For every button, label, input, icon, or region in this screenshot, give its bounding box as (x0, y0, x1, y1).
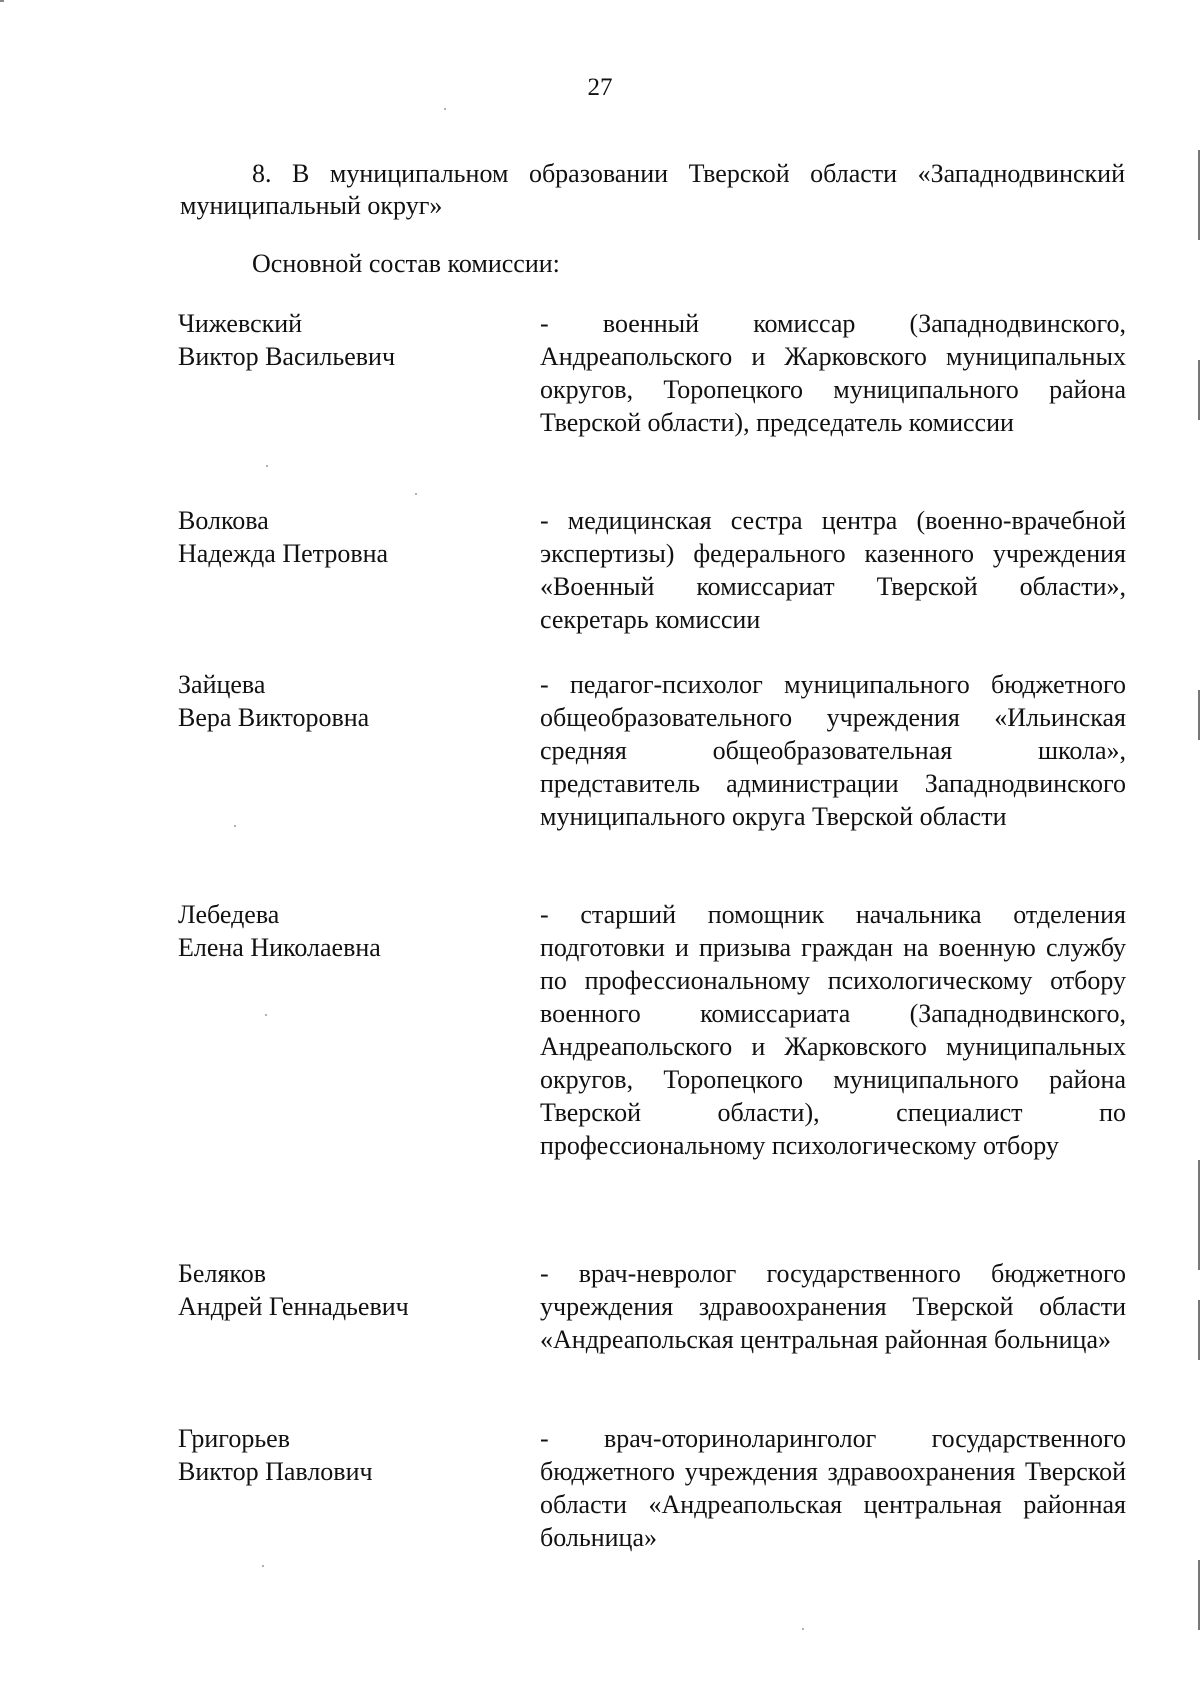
member-role: - врач-невролог государственного бюджетного учреждения здравоохранения Тверской области «Андреапольская центральная районная больница» (540, 1259, 1126, 1354)
member-given-names: Надежда Петровна (178, 539, 389, 568)
member-surname: Григорьев (178, 1424, 290, 1453)
member-surname: Лебедева (178, 900, 280, 929)
member-surname: Зайцева (178, 670, 266, 699)
section-heading: 8. В муниципальном образовании Тверской области «Западнодвинский муниципальный округ» (180, 159, 1125, 220)
member-name (178, 504, 508, 570)
page-number: 27 (587, 74, 613, 101)
member-role: - медицинская сестра центра (военно-врачебной экспертизы) федерального казенного учреждения «Военный комиссариат Тверской области», секретарь комиссии (540, 506, 1126, 634)
member-given-names: Виктор Васильевич (178, 342, 396, 371)
scan-speck (234, 825, 236, 827)
scan-speck (262, 1565, 264, 1567)
scan-edge-mark (0, 0, 4, 2)
member-name (178, 307, 508, 373)
scan-speck (444, 108, 446, 110)
member-surname: Чижевский (178, 309, 303, 338)
member-name (178, 1257, 508, 1323)
member-given-names: Елена Николаевна (178, 933, 381, 962)
member-role: - военный комиссар (Западнодвинского, Андреапольского и Жарковского муниципальных округов, Торопецкого муниципального района Тверской области), председатель комиссии (540, 309, 1126, 437)
scan-speck (415, 493, 417, 495)
member-given-names: Виктор Павлович (178, 1457, 373, 1486)
member-surname: Волкова (178, 506, 269, 535)
member-name (178, 898, 508, 964)
scan-speck (265, 1014, 267, 1016)
member-surname: Беляков (178, 1259, 266, 1288)
member-name (178, 668, 508, 734)
member-role: - педагог-психолог муниципального бюджетного общеобразовательного учреждения «Ильинская средняя общеобразовательная школа», представитель администрации Западнодвинского муниципального округа Тверской области (540, 670, 1126, 831)
section-subheading: Основной состав комиссии: (252, 249, 560, 278)
member-name (178, 1422, 508, 1488)
member-given-names: Андрей Геннадьевич (178, 1292, 409, 1321)
member-given-names: Вера Викторовна (178, 703, 370, 732)
member-role: - врач-оториноларинголог государственного бюджетного учреждения здравоохранения Тверской области «Андреапольская центральная районная больница» (540, 1424, 1126, 1552)
scan-speck (266, 465, 268, 467)
member-role: - старший помощник начальника отделения подготовки и призыва граждан на военную службу по профессиональному психологическому отбору военного комиссариата (Западнодвинского, Андреапольского и Жарковского муниципальных округов, Торопецкого муниципального района Тверской области), специалист по профессиональному психологическому отбору (540, 900, 1126, 1160)
scan-speck (802, 1628, 804, 1630)
